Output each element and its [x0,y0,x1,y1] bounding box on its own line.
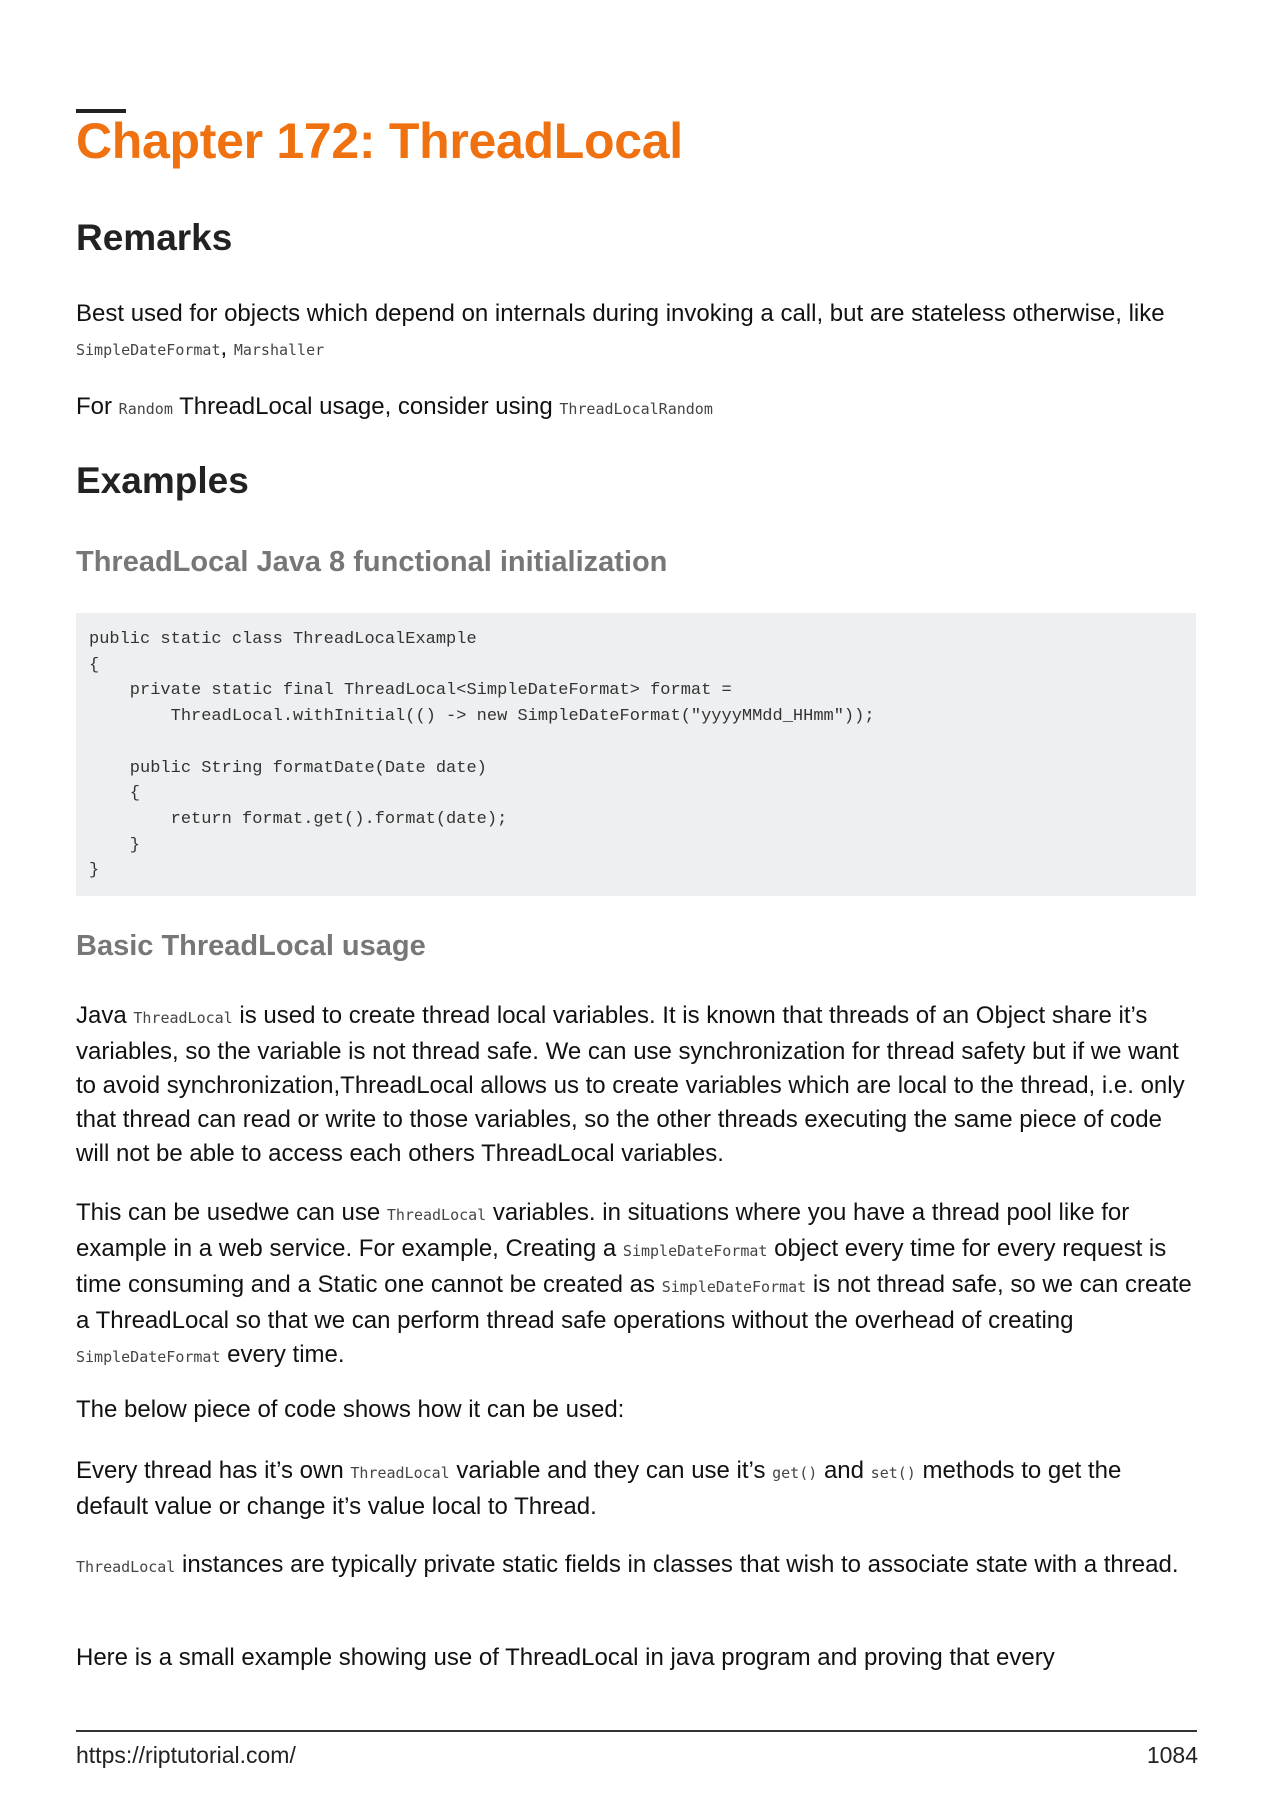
remarks-heading: Remarks [76,217,233,258]
example-1-title: ThreadLocal Java 8 functional initialization [76,546,668,578]
inline-code: SimpleDateFormat [76,1348,221,1366]
inline-code: SimpleDateFormat [622,1242,768,1260]
usage-paragraph-4: Every thread has it’s own ThreadLocal variable and they can use it’s get() and set() methods to get the default value or change it’s value local to Thread. [76,1457,1122,1520]
footer-rule [76,1730,1197,1732]
inline-code: ThreadLocal [133,1009,233,1027]
usage-paragraph-2: This can be usedwe can use ThreadLocal variables. in situations where you have a thread pool like for example in a web service. For example, Creating a SimpleDateFormat object every time for every request is time consuming and a Static one cannot be created as SimpleDateFormat is not thread safe, so we can create a ThreadLocal so that we can perform thread safe operations without the overhead of creating SimpleDateFormat every time. [76,1199,1192,1368]
remarks-paragraph-2: For Random ThreadLocal usage, consider using ThreadLocalRandom [76,393,713,420]
inline-code: get() [772,1464,818,1482]
example-2-title: Basic ThreadLocal usage [76,930,426,962]
usage-paragraph-1: Java ThreadLocal is used to create thread local variables. It is known that threads of an Object share it’s variables, so the variable is not thread safe. We can use synchronization for thread safety but if we want to avoid synchronization,ThreadLocal allows us to create variables which are local to the thread, i.e. only that thread can read or write to those variables, so the other threads executing the same piece of code will not be able to access each others ThreadLocal variables. [76,1002,1185,1167]
inline-code: ThreadLocalRandom [559,400,713,418]
inline-code: SimpleDateFormat [76,341,221,359]
code-block [76,613,1196,896]
inline-code: ThreadLocal [386,1206,487,1224]
code-block-text: public static class ThreadLocalExample { private static final ThreadLocal<SimpleDateFormat> format = ThreadLocal.withInitial(() -> new SimpleDateFormat("yyyyMMdd_HHmm")); public String formatDate(Date date) { return format.get().format(date); } } [89,630,875,881]
page-number: 1084 [1146,1742,1198,1768]
remarks-paragraph-1: Best used for objects which depend on internals during invoking a call, but are stateless otherwise, like SimpleDateFormat, Marshaller [76,300,1165,361]
usage-paragraph-6: Here is a small example showing use of ThreadLocal in java program and proving that every [76,1644,1055,1671]
inline-code: Marshaller [233,341,325,359]
footer-url[interactable]: https://riptutorial.com/ [76,1742,296,1768]
usage-paragraph-5: ThreadLocal instances are typically private static fields in classes that wish to associate state with a thread. [76,1551,1179,1578]
chapter-title: Chapter 172: ThreadLocal [76,113,683,169]
examples-heading: Examples [76,460,249,501]
inline-code: ThreadLocal [76,1558,176,1576]
inline-code: set() [870,1464,916,1482]
usage-paragraph-3: The below piece of code shows how it can be used: [76,1396,625,1423]
inline-code: Random [118,400,173,418]
inline-code: SimpleDateFormat [661,1278,807,1296]
inline-code: ThreadLocal [350,1464,450,1482]
